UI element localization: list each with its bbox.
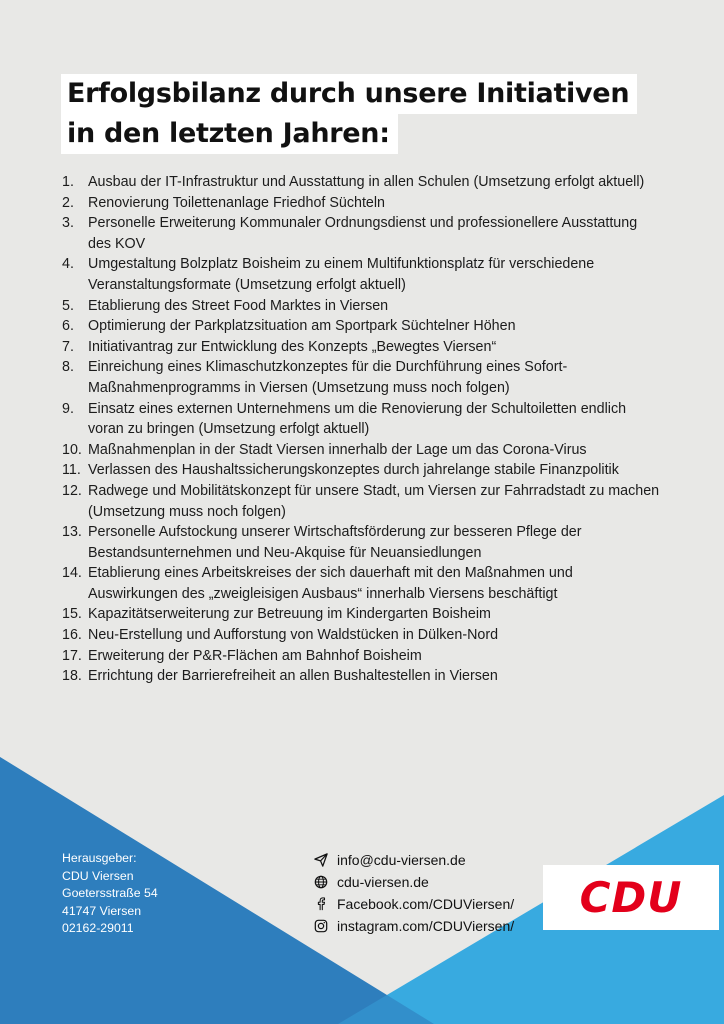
list-item (62, 193, 662, 214)
list-item (62, 604, 662, 625)
item-text: Erweiterung der P&R-Flächen am Bahnhof Boisheim (88, 647, 422, 664)
imprint (62, 850, 158, 938)
item-number: 3. (62, 215, 74, 232)
list-item (62, 357, 662, 398)
contact-facebook-row[interactable] (314, 893, 514, 915)
item-number: 4. (62, 256, 74, 273)
contact-instagram[interactable]: instagram.com/CDUViersen/ (337, 918, 515, 934)
item-number: 12. (62, 482, 82, 499)
item-number: 5. (62, 297, 74, 314)
list-item (62, 563, 662, 604)
globe-icon (314, 875, 328, 889)
paper-plane-icon (314, 853, 328, 867)
list-item (62, 399, 662, 440)
list-item (62, 625, 662, 646)
item-number: 9. (62, 400, 74, 417)
item-text: Etablierung des Street Food Marktes in Viersen (88, 297, 389, 314)
list-item (62, 460, 662, 481)
item-number: 15. (62, 606, 82, 623)
item-number: 1. (62, 174, 74, 190)
item-text: Errichtung der Barrierefreiheit an allen Bushaltestellen in Viersen (88, 668, 498, 685)
item-text: Optimierung der Parkplatzsituation am Sportpark Süchtelner Höhen (88, 318, 516, 335)
title-line-2: in den letzten Jahren: (61, 114, 398, 154)
item-number: 11. (62, 462, 81, 479)
item-text: Etablierung eines Arbeitskreises der sich dauerhaft mit den Maßnahmen und Auswirkungen des „zweigleisigen Ausbaus“ innerhalb Viersens beschäftigt (88, 565, 573, 602)
item-text: Neu-Erstellung und Aufforstung von Waldstücken in Dülken-Nord (88, 627, 499, 644)
item-text: Personelle Aufstockung unserer Wirtschaftsförderung zur besseren Pflege der Bestandsunternehmen und Neu-Akquise für Neuansiedlungen (88, 524, 582, 561)
title-line-1: Erfolgsbilanz durch unsere Initiativen (61, 74, 637, 114)
imprint-label: Herausgeber: (62, 851, 137, 865)
facebook-icon (314, 897, 328, 911)
instagram-icon (314, 919, 328, 933)
item-number: 18. (62, 668, 82, 685)
item-number: 14. (62, 565, 82, 582)
item-number: 8. (62, 359, 74, 376)
item-text: Einsatz eines externen Unternehmens um die Renovierung der Schultoiletten endlich voran zu bringen (Umsetzung erfolgt aktuell) (88, 400, 627, 438)
item-text: Initiativantrag zur Entwicklung des Konzepts „Bewegtes Viersen“ (88, 338, 497, 355)
imprint-street: Goetersstraße 54 (62, 886, 158, 900)
contact-web-row[interactable] (314, 871, 514, 893)
item-text: Kapazitätserweiterung zur Betreuung im Kindergarten Boisheim (88, 606, 491, 623)
contact-web[interactable]: cdu-viersen.de (337, 874, 429, 890)
contact-instagram-row[interactable] (314, 915, 514, 937)
contact-email-row[interactable] (314, 849, 514, 871)
contact-facebook[interactable]: Facebook.com/CDUViersen/ (337, 896, 515, 912)
item-text: Umgestaltung Bolzplatz Boisheim zu einem Multifunktionsplatz für verschiedene Veranstaltungsformate (Umsetzung erfolgt aktuell) (88, 256, 595, 293)
page-title (61, 74, 637, 154)
item-text: Verlassen des Haushaltssicherungskonzeptes durch jahrelange stabile Finanzpolitik (88, 462, 619, 479)
imprint-city: 41747 Viersen (62, 903, 142, 918)
list-item (62, 440, 662, 461)
list-item (62, 481, 662, 522)
item-number: 10. (62, 441, 82, 458)
list-item (62, 296, 662, 317)
imprint-phone: 02162-29011 (62, 921, 134, 935)
list-item (62, 666, 662, 687)
list-item (62, 337, 662, 358)
list-item (62, 646, 662, 667)
item-number: 13. (62, 524, 82, 541)
list-item (62, 254, 662, 295)
item-text: Ausbau der IT-Infrastruktur und Ausstattung in allen Schulen (Umsetzung erfolgt aktuell) (88, 174, 645, 190)
list-item (62, 316, 662, 337)
item-number: 2. (62, 194, 74, 211)
item-number: 7. (62, 338, 74, 355)
item-text: Einreichung eines Klimaschutzkonzeptes für die Durchführung eines Sofort-Maßnahmenprogramms in Viersen (Umsetzung muss noch folgen) (88, 359, 568, 396)
cdu-logo: CDU (579, 873, 683, 922)
item-number: 6. (62, 318, 74, 335)
list-item (62, 172, 662, 193)
contact-email[interactable]: info@cdu-viersen.de (337, 852, 466, 868)
item-text: Maßnahmenplan in der Stadt Viersen innerhalb der Lage um das Corona-Virus (88, 441, 587, 458)
initiatives-list (62, 172, 662, 687)
item-number: 17. (62, 647, 82, 664)
imprint-org: CDU Viersen (62, 868, 134, 883)
item-text: Radwege und Mobilitätskonzept für unsere Stadt, um Viersen zur Fahrradstadt zu machen (Umsetzung muss noch folgen) (88, 482, 660, 520)
list-item (62, 213, 662, 254)
item-text: Renovierung Toilettenanlage Friedhof Süchteln (88, 194, 385, 211)
list-item (62, 522, 662, 563)
item-number: 16. (62, 627, 82, 644)
item-text: Personelle Erweiterung Kommunaler Ordnungsdienst und professionellere Ausstattung des KOV (88, 215, 638, 252)
contact-block (314, 849, 514, 937)
